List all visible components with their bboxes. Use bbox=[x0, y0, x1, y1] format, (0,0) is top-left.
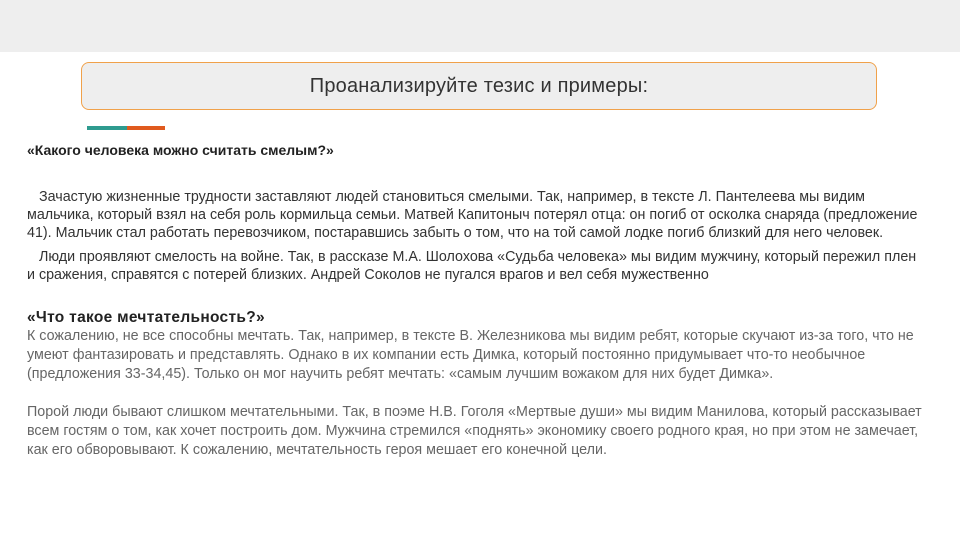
section2-paragraph-2: Порой люди бывают слишком мечтательными. Так, в поэме Н.В. Гоголя «Мертвые души» мы видим Манилова, который рассказывает всем гостям о том, как хочет построить дом. Мужчина стремился «поднять» экономику своего родного края, но при этом не замечает, как его обворовывают. К сожалению, мечтательность героя мешает его конечной цели. bbox=[27, 404, 922, 458]
accent-bar-orange bbox=[127, 126, 165, 130]
slide-content bbox=[27, 141, 927, 460]
top-band bbox=[0, 0, 960, 52]
section2-heading: «Что такое мечтательность?» bbox=[27, 309, 265, 326]
slide-title-box bbox=[81, 62, 877, 110]
accent-bar-teal bbox=[87, 126, 127, 130]
slide-title: Проанализируйте тезис и примеры: bbox=[309, 74, 649, 97]
section1-paragraph-1: Зачастую жизненные трудности заставляют людей становиться смелыми. Так, например, в тексте Л. Пантелеева мы видим мальчика, который взял на себя роль кормильца семьи. Матвей Капитоныч потерял отца: он погиб от осколка снаряда (предложение 41). Мальчик стал работать перевозчиком, постаравшись забыть о том, что на той самой лодке погиб близкий для него человек. bbox=[27, 189, 918, 241]
section2-paragraph-1: К сожалению, не все способны мечтать. Так, например, в тексте В. Железникова мы видим ребят, которые скучают из-за того, что не умеют фантазировать и представлять. Однако в их компании есть Димка, который постоянно придумывает что-то необычное (предложения 33-34,45). Только он мог научить ребят мечтать: «самым лучшим вожаком для них будет Димка». bbox=[27, 328, 914, 382]
section1-heading: «Какого человека можно считать смелым?» bbox=[27, 142, 334, 158]
section1-paragraph-2: Люди проявляют смелость на войне. Так, в рассказе М.А. Шолохова «Судьба человека» мы видим мужчину, который пережил плен и сражения, справятся с потерей близких. Андрей Соколов не пугался врагов и вел себя мужественно bbox=[27, 249, 917, 283]
